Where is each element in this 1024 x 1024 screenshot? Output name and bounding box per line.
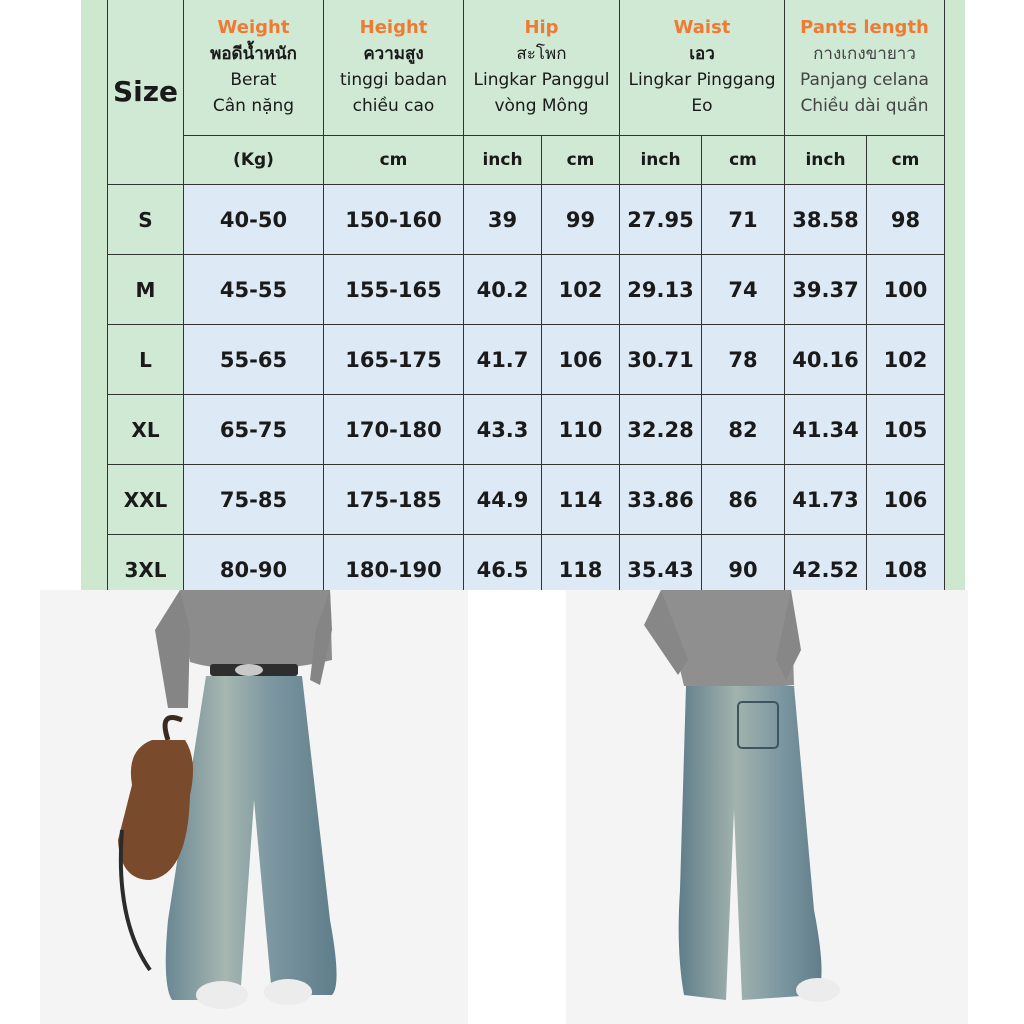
- hip-cm-cell: 118: [542, 535, 620, 591]
- length-inch-cell: 40.16: [785, 325, 867, 395]
- hip-inch-cell: 41.7: [464, 325, 542, 395]
- waist-cm-cell: 90: [702, 535, 785, 591]
- size-cell: M: [108, 255, 184, 325]
- hip-inch-cell: 40.2: [464, 255, 542, 325]
- length-cm-cell: 105: [867, 395, 945, 465]
- table-row: [108, 325, 945, 395]
- waist-inch-cell: 35.43: [620, 535, 702, 591]
- size-header: Size: [108, 0, 184, 185]
- size-cell: S: [108, 185, 184, 255]
- height-cell: 150-160: [324, 185, 464, 255]
- waist-cm-cell: 86: [702, 465, 785, 535]
- waist-inch-cell: 32.28: [620, 395, 702, 465]
- unit-weight: (Kg): [184, 136, 324, 185]
- unit-hip-cm: cm: [542, 136, 620, 185]
- table-row: [108, 535, 945, 591]
- weight-cell: 45-55: [184, 255, 324, 325]
- front-view-photo: [40, 590, 468, 1024]
- size-chart: [81, 0, 965, 590]
- waist-cm-cell: 74: [702, 255, 785, 325]
- table-row: [108, 395, 945, 465]
- waist-cm-cell: 78: [702, 325, 785, 395]
- table-row: [108, 255, 945, 325]
- product-photos: [0, 590, 1024, 1024]
- unit-height: cm: [324, 136, 464, 185]
- waist-inch-cell: 30.71: [620, 325, 702, 395]
- unit-hip-inch: inch: [464, 136, 542, 185]
- waist-header: Waist เอว Lingkar Pinggang Eo: [620, 0, 785, 136]
- height-cell: 175-185: [324, 465, 464, 535]
- length-cm-cell: 100: [867, 255, 945, 325]
- length-inch-cell: 42.52: [785, 535, 867, 591]
- size-cell: 3XL: [108, 535, 184, 591]
- waist-inch-cell: 33.86: [620, 465, 702, 535]
- weight-header: Weight พอดีน้ำหนัก Berat Cân nặng: [184, 0, 324, 136]
- height-header: Height ความสูง tinggi badan chiều cao: [324, 0, 464, 136]
- length-cm-cell: 106: [867, 465, 945, 535]
- hip-cm-cell: 106: [542, 325, 620, 395]
- size-table: [107, 0, 945, 590]
- height-cell: 170-180: [324, 395, 464, 465]
- hip-inch-cell: 39: [464, 185, 542, 255]
- weight-cell: 65-75: [184, 395, 324, 465]
- length-inch-cell: 38.58: [785, 185, 867, 255]
- back-view-photo: [566, 590, 968, 1024]
- unit-length-inch: inch: [785, 136, 867, 185]
- unit-waist-inch: inch: [620, 136, 702, 185]
- hip-cm-cell: 110: [542, 395, 620, 465]
- height-cell: 165-175: [324, 325, 464, 395]
- weight-cell: 75-85: [184, 465, 324, 535]
- hip-header: Hip สะโพก Lingkar Panggul vòng Mông: [464, 0, 620, 136]
- waist-cm-cell: 71: [702, 185, 785, 255]
- length-cm-cell: 102: [867, 325, 945, 395]
- hip-cm-cell: 99: [542, 185, 620, 255]
- model-back-illustration: [566, 590, 968, 1024]
- unit-waist-cm: cm: [702, 136, 785, 185]
- size-cell: XXL: [108, 465, 184, 535]
- weight-cell: 40-50: [184, 185, 324, 255]
- hip-inch-cell: 43.3: [464, 395, 542, 465]
- length-cm-cell: 108: [867, 535, 945, 591]
- model-front-illustration: [40, 590, 468, 1024]
- height-cell: 155-165: [324, 255, 464, 325]
- table-row: [108, 465, 945, 535]
- waist-inch-cell: 29.13: [620, 255, 702, 325]
- hip-inch-cell: 46.5: [464, 535, 542, 591]
- size-cell: XL: [108, 395, 184, 465]
- waist-cm-cell: 82: [702, 395, 785, 465]
- length-inch-cell: 41.73: [785, 465, 867, 535]
- table-row: [108, 185, 945, 255]
- length-cm-cell: 98: [867, 185, 945, 255]
- size-cell: L: [108, 325, 184, 395]
- weight-cell: 80-90: [184, 535, 324, 591]
- waist-inch-cell: 27.95: [620, 185, 702, 255]
- hip-cm-cell: 114: [542, 465, 620, 535]
- unit-length-cm: cm: [867, 136, 945, 185]
- height-cell: 180-190: [324, 535, 464, 591]
- weight-cell: 55-65: [184, 325, 324, 395]
- length-inch-cell: 39.37: [785, 255, 867, 325]
- length-header: Pants length กางเกงขายาว Panjang celana Chiều dài quần: [785, 0, 945, 136]
- length-inch-cell: 41.34: [785, 395, 867, 465]
- hip-cm-cell: 102: [542, 255, 620, 325]
- hip-inch-cell: 44.9: [464, 465, 542, 535]
